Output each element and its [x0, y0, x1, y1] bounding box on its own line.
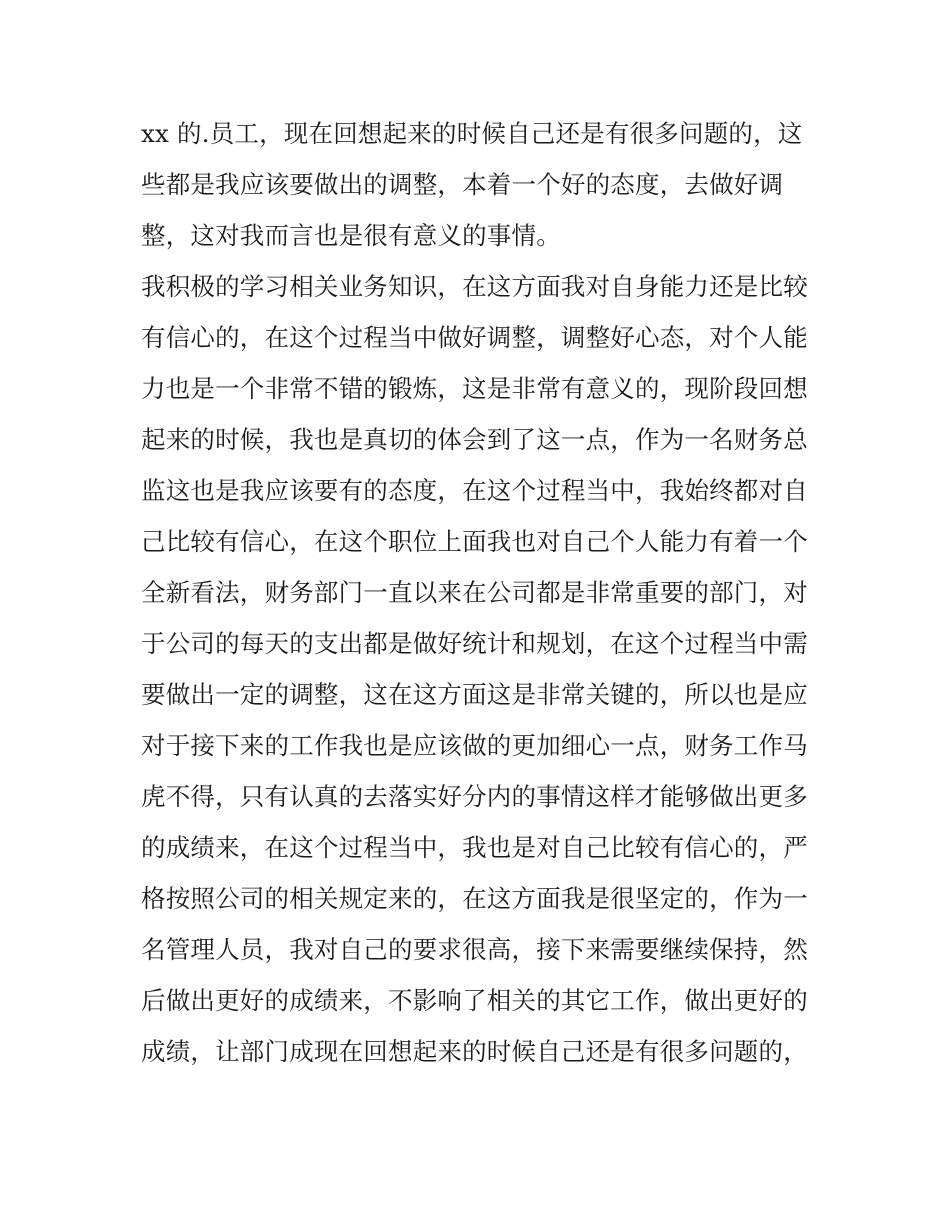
text-line: 力也是一个非常不错的锻炼，这是非常有意义的，现阶段回想	[141, 374, 808, 403]
text-line: 整，这对我而言也是很有意义的事情。	[141, 221, 561, 250]
paragraph-1	[141, 108, 831, 261]
text-line: 于公司的每天的支出都是做好统计和规划，在这个过程当中需	[141, 629, 808, 658]
text-line: 成绩，让部门成现在回想起来的时候自己还是有很多问题的，	[141, 1037, 808, 1066]
text-line: 我积极的学习相关业务知识，在这方面我对自身能力还是比较	[141, 272, 808, 301]
paragraph-3	[141, 720, 831, 1077]
text-line: 己比较有信心，在这个职位上面我也对自己个人能力有着一个	[141, 527, 808, 556]
text-line: 监这也是我应该要有的态度，在这个过程当中，我始终都对自	[141, 476, 808, 505]
text-line: 的成绩来，在这个过程当中，我也是对自己比较有信心的，严	[141, 833, 808, 862]
text-line: 要做出一定的调整，这在这方面这是非常关键的，所以也是应	[141, 680, 808, 709]
text-line: 格按照公司的相关规定来的，在这方面我是很坚定的，作为一	[141, 884, 808, 913]
text-line: 对于接下来的工作我也是应该做的更加细心一点，财务工作马	[141, 731, 808, 760]
text-line: 起来的时候，我也是真切的体会到了这一点，作为一名财务总	[141, 425, 808, 454]
body-text	[141, 108, 831, 1077]
text-line: 虎不得，只有认真的去落实好分内的事情这样才能够做出更多	[141, 782, 808, 811]
text-line: 名管理人员，我对自己的要求很高，接下来需要继续保持，然	[141, 935, 808, 964]
text-line: 后做出更好的成绩来，不影响了相关的其它工作，做出更好的	[141, 986, 808, 1015]
text-line: 些都是我应该要做出的调整，本着一个好的态度，去做好调	[141, 170, 784, 199]
text-line: 有信心的，在这个过程当中做好调整，调整好心态，对个人能	[141, 323, 808, 352]
text-line: 全新看法，财务部门一直以来在公司都是非常重要的部门，对	[141, 578, 808, 607]
text-line: xx 的.员工，现在回想起来的时候自己还是有很多问题的，这	[141, 119, 803, 148]
paragraph-2	[141, 261, 831, 720]
